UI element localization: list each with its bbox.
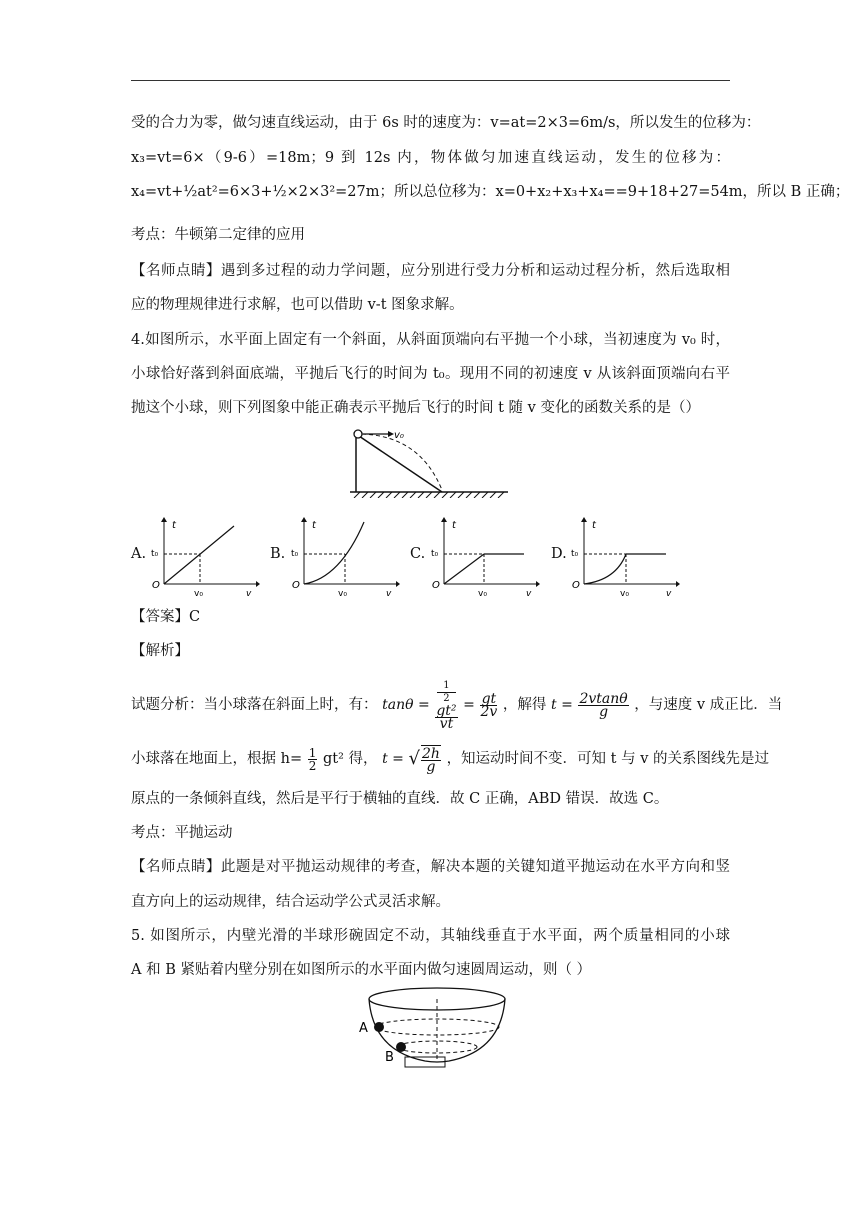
text-line: 直方向上的运动规律，结合运动学公式灵活求解。 <box>131 894 450 910</box>
svg-text:v₀: v₀ <box>338 589 347 598</box>
svg-text:t: t <box>592 520 596 531</box>
svg-text:v: v <box>666 589 672 598</box>
svg-text:O: O <box>292 580 300 591</box>
text-line: 受的合力为零，做匀速直线运动，由于 6s 时的速度为：v=at=2×3=6m/s，所以发生的位移为： <box>131 115 761 131</box>
header-rule <box>131 80 730 81</box>
svg-text:v: v <box>526 589 532 598</box>
option-a-label: A. <box>131 546 147 562</box>
fraction: $\frac{gt}{2v}$ <box>480 690 498 720</box>
text-line: 应的物理规律进行求解，也可以借助 v-t 图象求解。 <box>131 297 464 313</box>
fraction: 1 2 gt² vt <box>436 680 457 732</box>
svg-text:O: O <box>572 580 580 591</box>
svg-text:A: A <box>359 1021 368 1036</box>
svg-text:t: t <box>312 520 316 531</box>
text-line: x₃=vt=6×（9-6）=18m；9 到 12s 内，物体做匀加速直线运动，发生的位移为： <box>131 150 730 166</box>
svg-text:t: t <box>452 520 456 531</box>
v0-label: v₀ <box>394 430 404 441</box>
svg-text:t: t <box>172 520 176 531</box>
analysis-formula-line: 试题分析：当小球落在斜面上时，有： tanθ = 1 2 gt² vt = $\frac{gt}{2v}$ ，解得 t = $\frac{2vtan\theta}{g}$ ，与速度 v 成正比．当 <box>131 680 783 732</box>
svg-text:v₀: v₀ <box>478 589 487 598</box>
kaodian-line: 考点：平抛运动 <box>131 825 233 841</box>
text-line: 原点的一条倾斜直线，然后是平行于横轴的直线．故 C 正确，ABD 错误．故选 C。 <box>131 791 669 807</box>
text-line: 【名师点睛】遇到多过程的动力学问题，应分别进行受力分析和运动过程分析，然后选取相 <box>131 263 730 279</box>
svg-text:O: O <box>152 580 160 591</box>
option-b-label: B. <box>270 546 286 562</box>
svg-text:t₀: t₀ <box>151 549 159 559</box>
graph-option-b <box>288 516 400 598</box>
bowl-figure <box>355 985 515 1071</box>
graph-option-a <box>148 516 260 598</box>
sqrt-fraction: $\frac{2h}{g}$ <box>422 746 440 775</box>
svg-text:O: O <box>432 580 440 591</box>
fraction: $\frac{2vtan\theta}{g}$ <box>579 690 628 720</box>
answer-line: 【答案】C <box>131 609 201 625</box>
svg-text:B: B <box>385 1050 394 1065</box>
svg-text:v: v <box>386 589 392 598</box>
svg-text:v₀: v₀ <box>620 589 629 598</box>
fraction: $\frac{1}{2}$ <box>308 745 317 773</box>
text-line: 【名师点睛】此题是对平抛运动规律的考查，解决本题的关键知道平抛运动在水平方向和竖 <box>131 859 730 875</box>
svg-text:v: v <box>246 589 252 598</box>
question-4-line: 4.如图所示，水平面上固定有一个斜面，从斜面顶端向右平抛一个小球，当初速度为 v₀ 时， <box>131 332 730 348</box>
question-4-line: 抛这个小球，则下列图象中能正确表示平抛后飞行的时间 t 随 v 变化的函数关系的是（） <box>131 400 700 416</box>
option-c-label: C. <box>410 546 426 562</box>
graph-option-c <box>428 516 540 598</box>
svg-text:v₀: v₀ <box>194 589 203 598</box>
svg-text:t₀: t₀ <box>291 549 299 559</box>
question-5-line: 5. 如图所示，内壁光滑的半球形碗固定不动，其轴线垂直于水平面，两个质量相同的小球 <box>131 928 730 944</box>
svg-text:t₀: t₀ <box>431 549 439 559</box>
question-5-line: A 和 B 紧贴着内壁分别在如图所示的水平面内做匀速圆周运动，则（ ） <box>131 962 592 978</box>
analysis-formula-line: 小球落在地面上，根据 h= $\frac{1}{2}$ gt² 得， t = √ $\frac{2h}{g}$ ，知运动时间不变．可知 t 与 v 的关系图线先是过 <box>131 745 770 775</box>
question-4-line: 小球恰好落到斜面底端，平抛后飞行的时间为 t₀。现用不同的初速度 v 从该斜面顶端向右平 <box>131 366 730 382</box>
incline-figure <box>350 428 510 498</box>
analysis-heading: 【解析】 <box>131 643 189 659</box>
option-d-label: D. <box>551 546 567 562</box>
kaodian-line: 考点：牛顿第二定律的应用 <box>131 227 305 243</box>
graph-option-d <box>568 516 680 598</box>
svg-text:t₀: t₀ <box>571 549 579 559</box>
text-line: x₄=vt+½at²=6×3+½×2×3²=27m；所以总位移为：x=0+x₂+x₃+x₄==9+18+27=54m，所以 B 正确； <box>131 184 850 200</box>
